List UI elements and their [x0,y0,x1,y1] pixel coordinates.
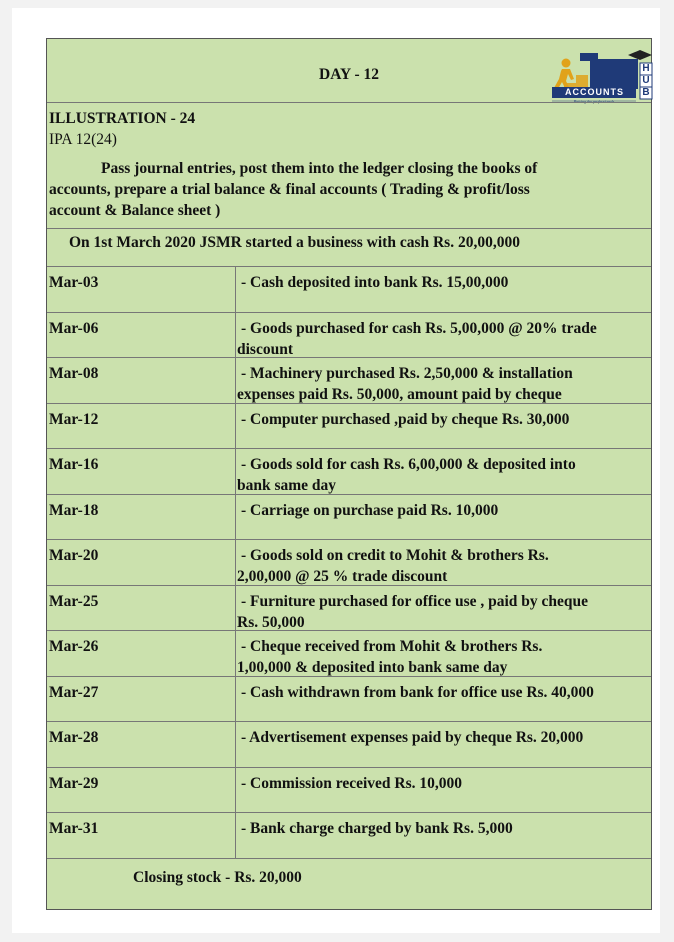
logo-letter-h: H [642,63,650,74]
logo-letter-u: U [642,75,650,86]
worksheet [46,38,652,910]
instructions-line-1: Pass journal entries, post them into the ledger closing the books of [101,160,538,177]
illustration-label: ILLUSTRATION - 24 [49,110,196,127]
transaction-description: - Commission received Rs. 10,000 [241,774,462,792]
transaction-date: Mar-16 [49,456,99,473]
table-bottom-border [47,858,651,859]
transaction-date: Mar-06 [49,319,99,337]
transaction-date: Mar-12 [49,410,99,428]
transaction-description-continued: discount [237,340,293,358]
row-divider [47,676,651,677]
row-divider [47,448,651,449]
transaction-description-continued: 2,00,000 @ 25 % trade discount [237,568,448,585]
row-divider [47,494,651,495]
closing-stock: Closing stock - Rs. 20,000 [133,869,302,886]
transaction-date: Mar-28 [49,729,99,746]
row-divider [47,630,651,631]
intro-text: On 1st March 2020 JSMR started a business with cash Rs. 20,00,000 [69,234,520,251]
transaction-date: Mar-29 [49,774,99,792]
row-divider [47,721,651,722]
row-divider [47,539,651,540]
transaction-description: - Goods purchased for cash Rs. 5,00,000 @ 20% trade [241,319,597,337]
illustration-code: IPA 12(24) [49,131,117,148]
transaction-description: - Furniture purchased for office use , paid by cheque [241,592,589,610]
transaction-description: - Computer purchased ,paid by cheque Rs. 30,000 [241,410,570,428]
transaction-description-continued: expenses paid Rs. 50,000, amount paid by cheque [237,386,562,403]
transaction-description: - Cash withdrawn from bank for office use Rs. 40,000 [241,683,594,701]
transaction-description: - Goods sold on credit to Mohit & brothers Rs. [241,547,549,564]
transaction-date: Mar-31 [49,820,99,837]
transaction-date: Mar-25 [49,592,99,610]
row-divider [47,812,651,813]
transaction-description-continued: 1,00,000 & deposited into bank same day [237,659,508,676]
instructions-line-3: account & Balance sheet ) [49,202,221,219]
transaction-date: Mar-03 [49,274,99,291]
page [12,8,660,933]
transaction-description: - Cheque received from Mohit & brothers Rs. [241,638,543,655]
transaction-description: - Cash deposited into bank Rs. 15,00,000 [241,274,509,291]
logo-text: ACCOUNTS [565,87,624,97]
transaction-description: - Advertisement expenses paid by cheque Rs. 20,000 [241,729,584,746]
transaction-description: - Bank charge charged by bank Rs. 5,000 [241,820,513,837]
row-divider [47,403,651,404]
row-divider [47,585,651,586]
transaction-date: Mar-26 [49,638,99,655]
transaction-date: Mar-18 [49,501,99,519]
transaction-description: - Machinery purchased Rs. 2,50,000 & installation [241,365,573,382]
logo-letter-b: B [642,87,650,98]
transaction-description: - Goods sold for cash Rs. 6,00,000 & deposited into [241,456,576,473]
transaction-date: Mar-27 [49,683,99,701]
transaction-date: Mar-20 [49,547,99,564]
logo-tagline: Raising the professionals [573,99,615,104]
transaction-description: - Carriage on purchase paid Rs. 10,000 [241,501,499,519]
row-divider [47,312,651,313]
table-top-border [47,266,651,267]
instructions-line-2: accounts, prepare a trial balance & final accounts ( Trading & profit/loss [49,181,530,198]
transaction-description-continued: bank same day [237,477,337,494]
transaction-description-continued: Rs. 50,000 [237,613,305,631]
accounts-hub-logo [544,47,654,105]
table-column-divider [235,266,236,858]
header-divider [47,102,651,103]
row-divider [47,767,651,768]
page-title: DAY - 12 [319,66,379,83]
row-divider [47,357,651,358]
transaction-date: Mar-08 [49,365,99,382]
instructions-divider [47,228,651,229]
